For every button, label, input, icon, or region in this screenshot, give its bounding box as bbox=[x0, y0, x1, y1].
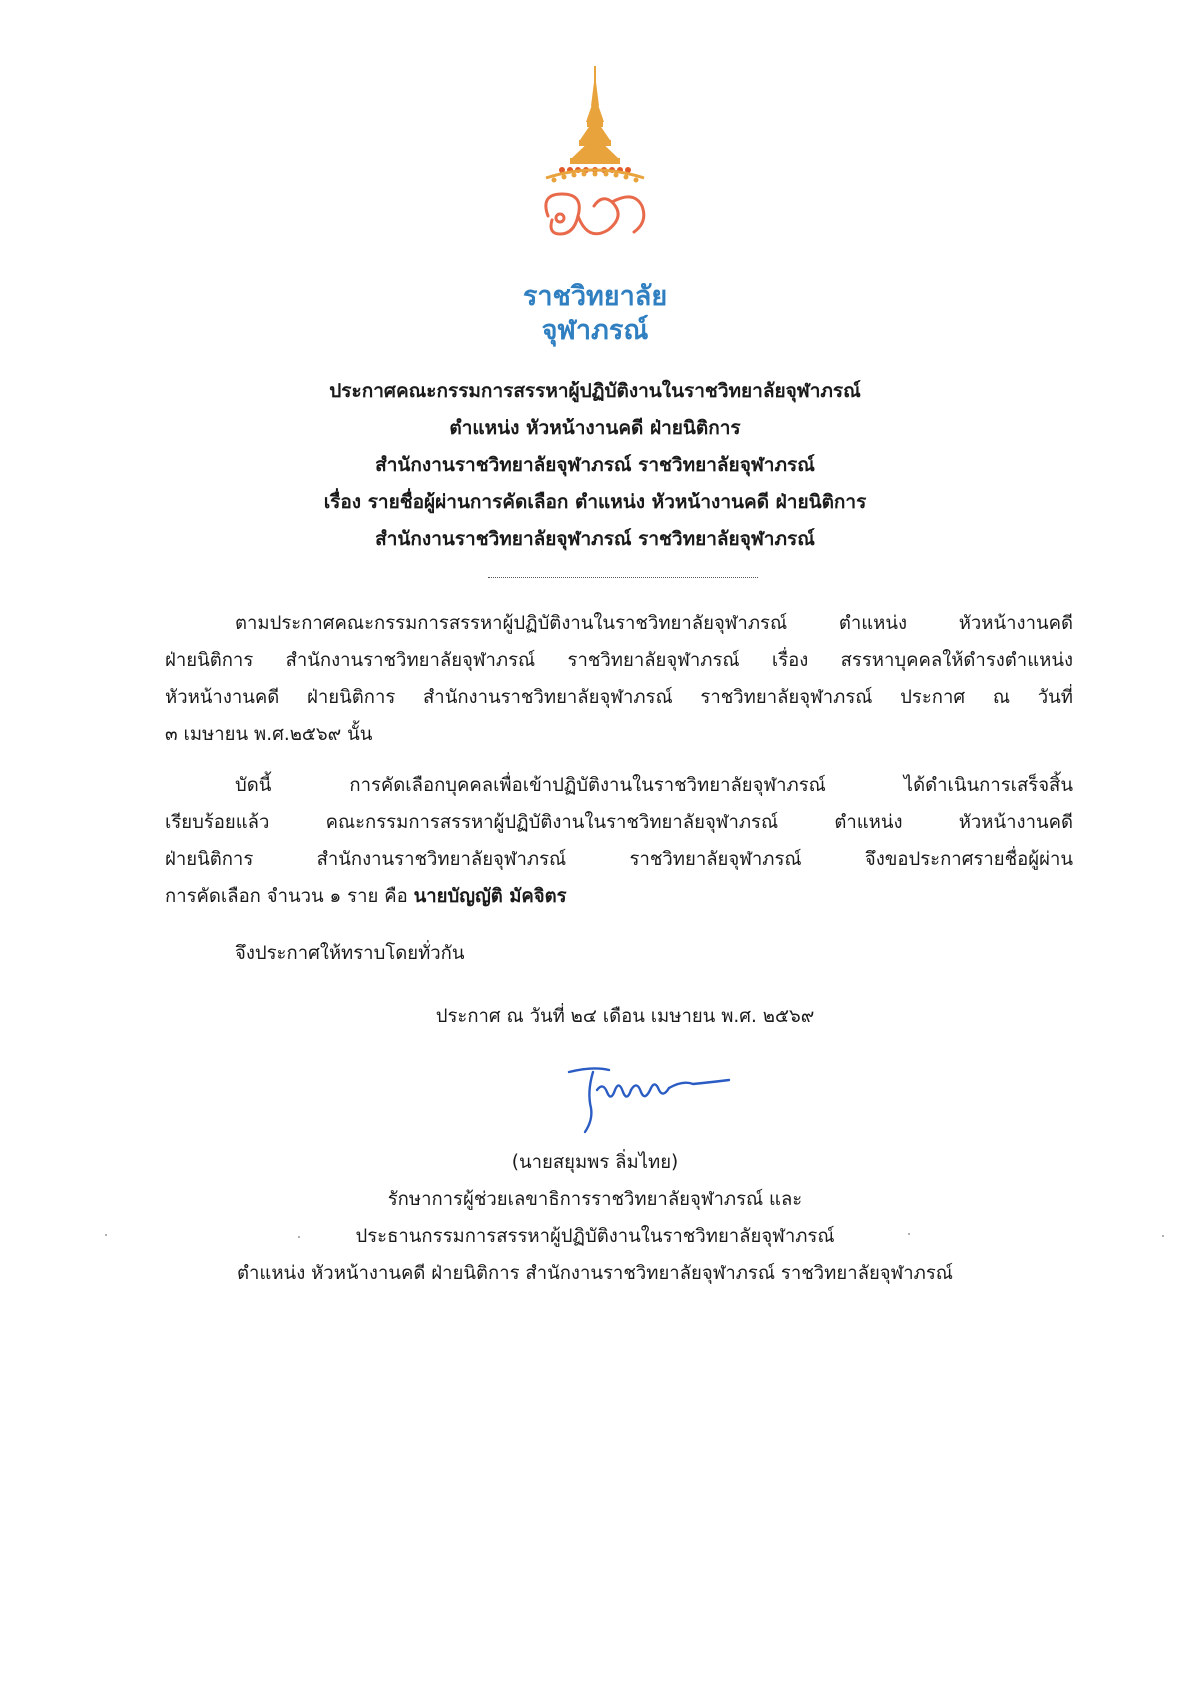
paragraph-reference bbox=[165, 605, 1073, 753]
announcement-date: ประกาศ ณ วันที่ ๒๔ เดือน เมษายน พ.ศ. ๒๕๖๙ bbox=[435, 1006, 815, 1027]
scan-speck bbox=[908, 1233, 910, 1235]
paragraph-line: บัดนี้ การคัดเลือกบุคคลเพื่อเข้าปฏิบัติงานในราชวิทยาลัยจุฬาภรณ์ ได้ดำเนินการเสร็จสิ้น bbox=[235, 775, 1073, 796]
paragraph-result bbox=[165, 767, 1073, 915]
subject-office-title: สำนักงานราชวิทยาลัยจุฬาภรณ์ ราชวิทยาลัยจุฬาภรณ์ bbox=[375, 528, 815, 550]
result-prefix: การคัดเลือก จำนวน ๑ ราย คือ bbox=[165, 886, 414, 907]
scan-speck bbox=[105, 1234, 107, 1236]
signatory-title-3: ตำแหน่ง หัวหน้างานคดี ฝ่ายนิติการ สำนักงานราชวิทยาลัยจุฬาภรณ์ ราชวิทยาลัยจุฬาภรณ์ bbox=[237, 1263, 953, 1284]
institution-logo bbox=[530, 66, 660, 271]
subject-title: เรื่อง รายชื่อผู้ผ่านการคัดเลือก ตำแหน่ง หัวหน้างานคดี ฝ่ายนิติการ bbox=[323, 491, 867, 513]
signatory-title-2: ประธานกรรมการสรรหาผู้ปฏิบัติงานในราชวิทยาลัยจุฬาภรณ์ bbox=[355, 1226, 835, 1247]
logo-text-line1: ราชวิทยาลัย bbox=[522, 281, 668, 312]
office-title: สำนักงานราชวิทยาลัยจุฬาภรณ์ ราชวิทยาลัยจุฬาภรณ์ bbox=[375, 454, 815, 476]
announcement-title: ประกาศคณะกรรมการสรรหาผู้ปฏิบัติงานในราชวิทยาลัยจุฬาภรณ์ bbox=[329, 380, 861, 402]
paragraph-line: ฝ่ายนิติการ สำนักงานราชวิทยาลัยจุฬาภรณ์ ราชวิทยาลัยจุฬาภรณ์ เรื่อง สรรหาบุคคลให้ดำรงตำแหน่ง bbox=[165, 650, 1073, 671]
scan-speck bbox=[298, 1236, 300, 1238]
signatory-name: (นายสยุมพร ลิ่มไทย) bbox=[511, 1152, 679, 1173]
scan-speck bbox=[1162, 1235, 1164, 1237]
dotted-divider bbox=[488, 577, 758, 578]
selected-candidate-name: นายบัญญัติ มัคจิตร bbox=[413, 886, 567, 907]
logo-text-line2: จุฬาภรณ์ bbox=[541, 315, 649, 346]
paragraph-line: ตามประกาศคณะกรรมการสรรหาผู้ปฏิบัติงานในราชวิทยาลัยจุฬาภรณ์ ตำแหน่ง หัวหน้างานคดี bbox=[235, 613, 1073, 634]
signature-icon bbox=[563, 1062, 733, 1134]
paragraph-line: เรียบร้อยแล้ว คณะกรรมการสรรหาผู้ปฏิบัติงานในราชวิทยาลัยจุฬาภรณ์ ตำแหน่ง หัวหน้างานคดี bbox=[165, 812, 1073, 833]
signature bbox=[563, 1062, 733, 1134]
paragraph-line-final bbox=[165, 878, 1073, 915]
position-title: ตำแหน่ง หัวหน้างานคดี ฝ่ายนิติการ bbox=[449, 417, 741, 439]
paragraph-line: ๓ เมษายน พ.ศ.๒๕๖๙ นั้น bbox=[165, 724, 373, 745]
paragraph-line: ฝ่ายนิติการ สำนักงานราชวิทยาลัยจุฬาภรณ์ ราชวิทยาลัยจุฬาภรณ์ จึงขอประกาศรายชื่อผู้ผ่าน bbox=[165, 849, 1073, 870]
closing-statement: จึงประกาศให้ทราบโดยทั่วกัน bbox=[235, 943, 465, 964]
signatory-title-1: รักษาการผู้ช่วยเลขาธิการราชวิทยาลัยจุฬาภรณ์ และ bbox=[387, 1189, 803, 1210]
emblem-icon bbox=[530, 66, 660, 271]
paragraph-line: หัวหน้างานคดี ฝ่ายนิติการ สำนักงานราชวิทยาลัยจุฬาภรณ์ ราชวิทยาลัยจุฬาภรณ์ ประกาศ ณ วันที่ bbox=[165, 687, 1073, 708]
